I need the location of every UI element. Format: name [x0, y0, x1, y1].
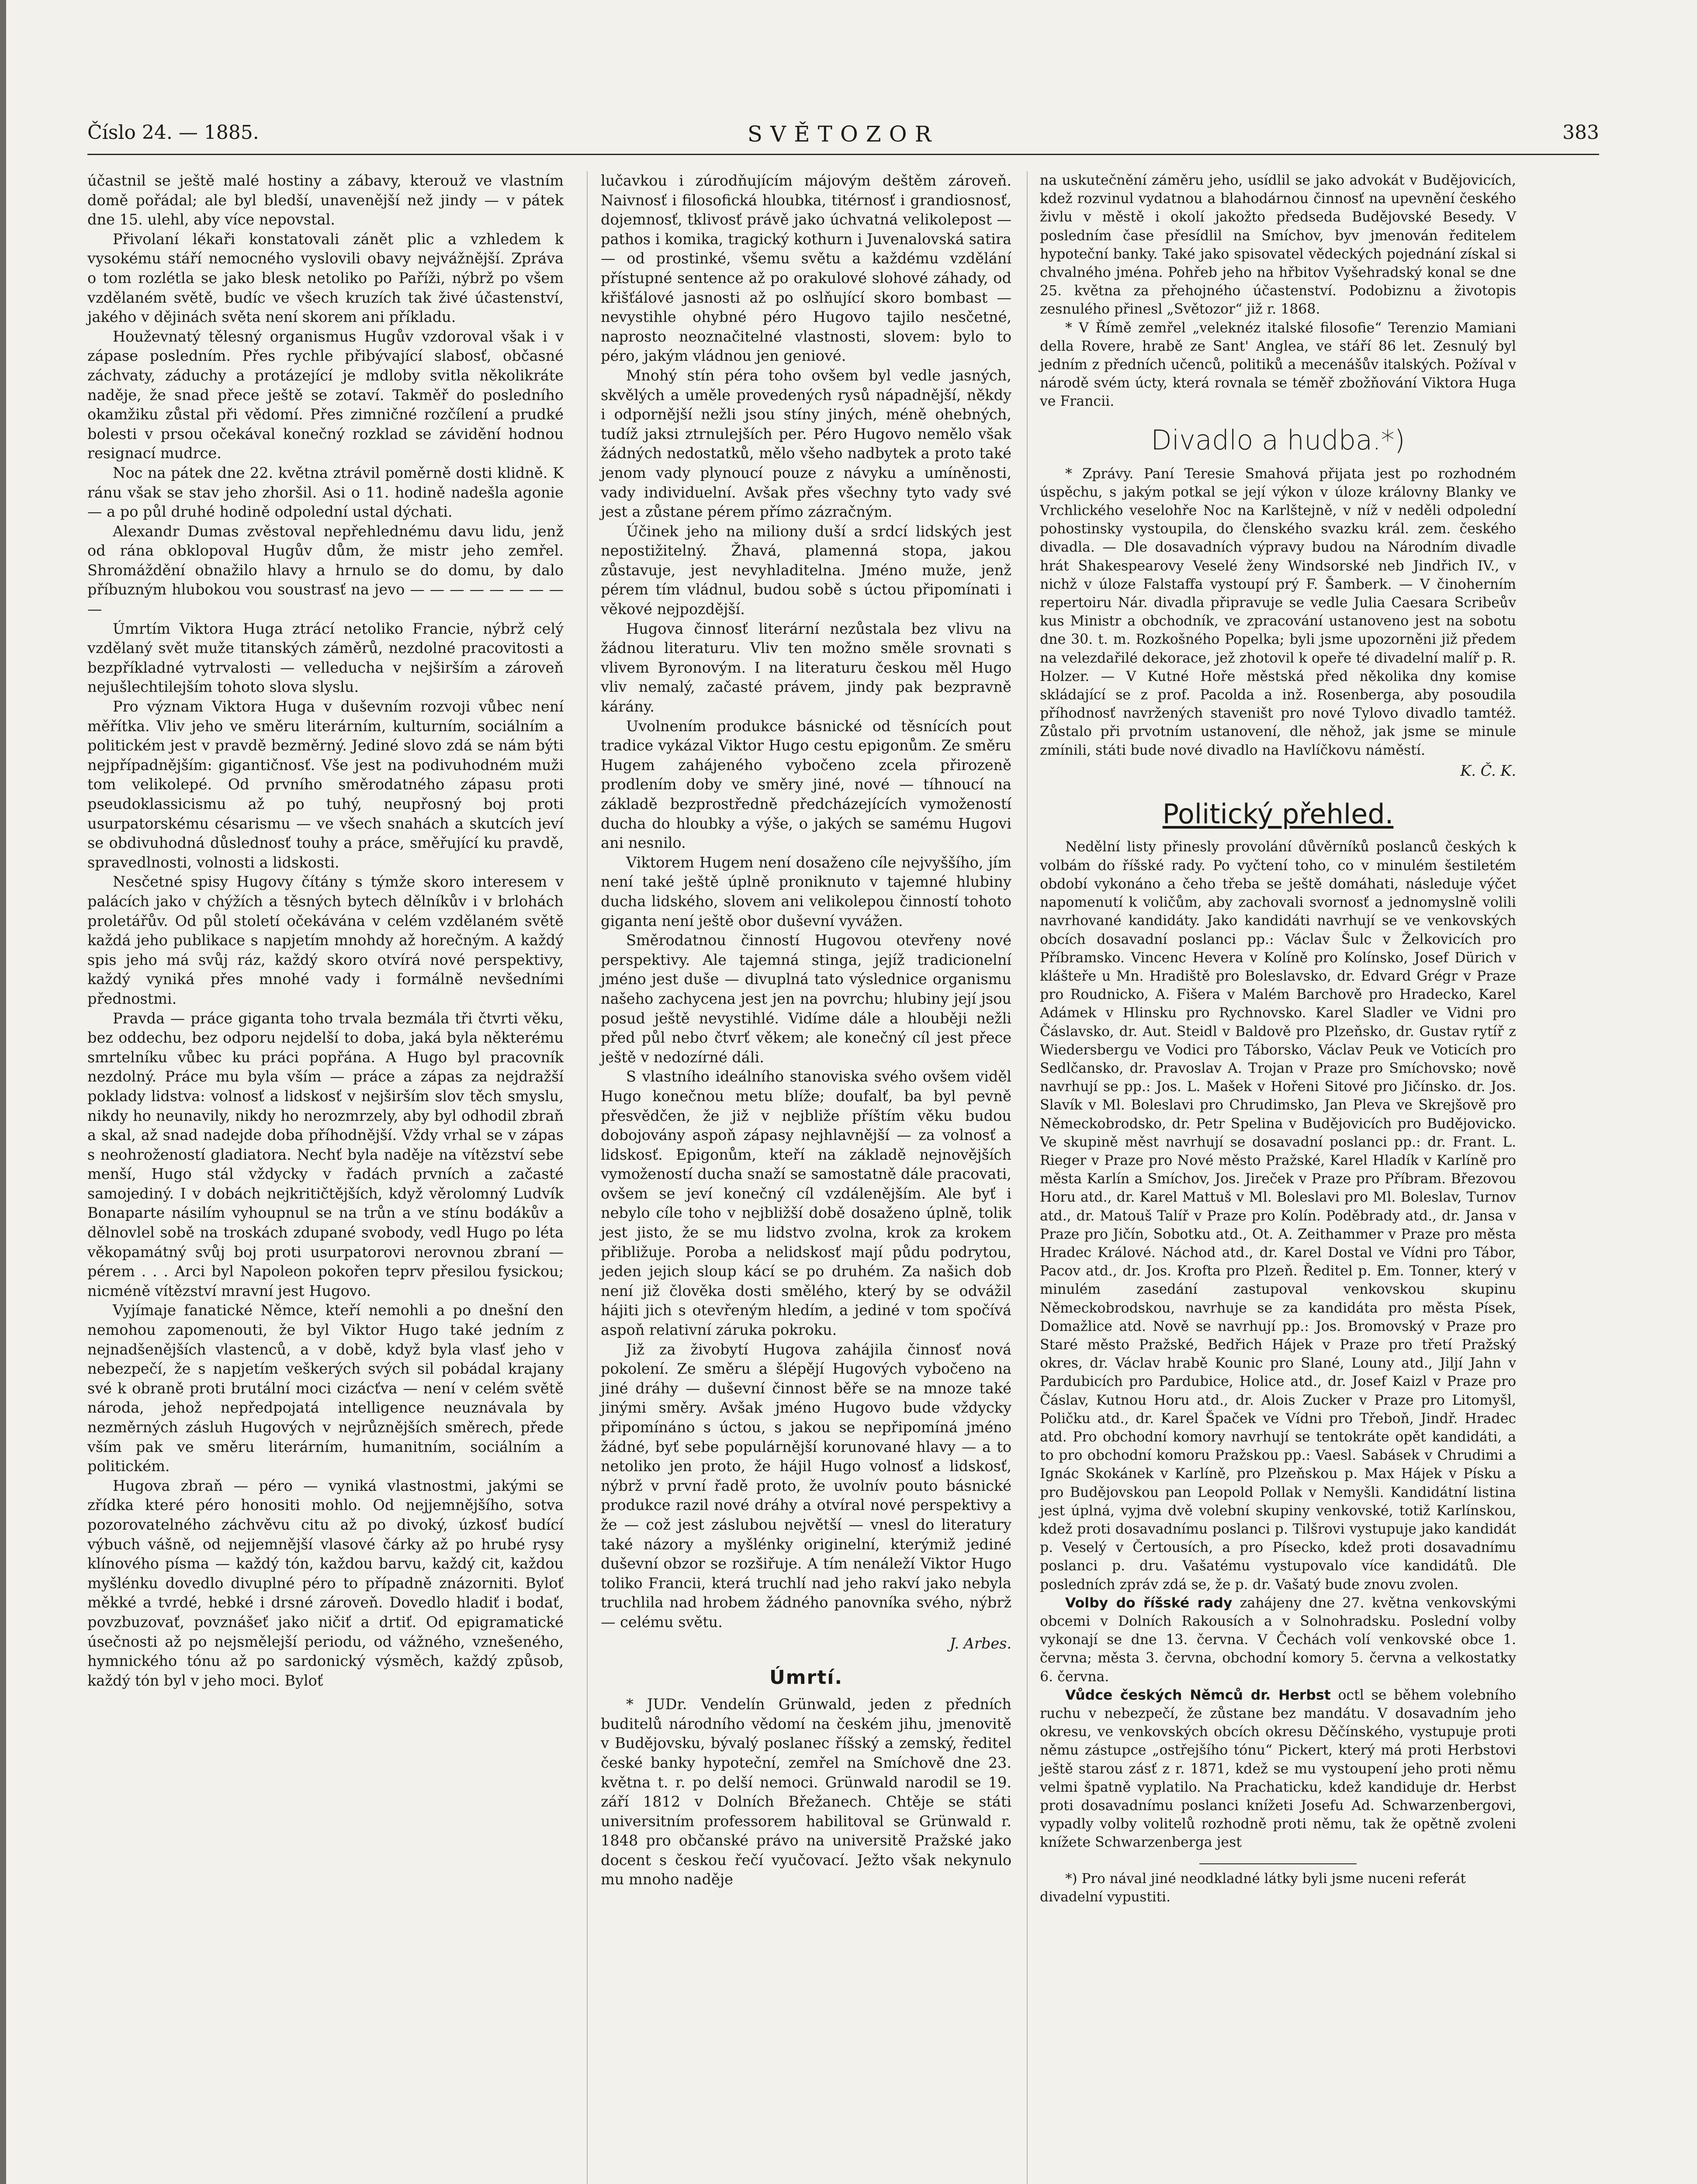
obituary-text: * JUDr. Vendelín Grünwald, jeden z předních buditelů národního vědomí na českém jihu, jmenovitě v Budějovsku, bývalý poslanec říšský a zemský, ředitel české banky hypoteční, zemřel na Smíchově dne 23. května t. r. po delší nemoci. Grünwald narodil se 19. září 1812 v Dolních Břežanech. Chtěje se státi universitním professorem habilitoval se Grünwald r. 1848 pro občanské právo na universitě Pražské jako docent s českou řečí vyučovací. Ježto však nekynulo mu mnoho naděje — [601, 1696, 1011, 1888]
author-signature: J. Arbes. — [949, 1635, 1011, 1652]
scan-edge — [0, 0, 6, 2184]
issue-number: Číslo 24. — 1885. — [87, 121, 259, 144]
column-2 — [601, 171, 1011, 1890]
politics-paragraph: Nedělní listy přinesly provolání důvěrníků poslanců českých k volbám do říšské rady. Po vyčtení toho, co v minulém šestiletém období vykonáno a čeho třeba se ještě domáhati, následuje výčet napomenutí k voličům, aby zachovali svornosť a jednomyslně volili navrhované kandidáty. Jako kandidáti navrhují se ve venkovských obcích dosavadní poslanci pp.: Václav Šulc v Želkovicích pro Příbramsko. Vincenc Hevera v Kolíně pro Kolínsko, Josef Dürich v klášteře u Mn. Hradiště pro Boleslavsko, dr. Edvard Grégr v Praze pro Roudnicko, A. Fišera v Malém Barchově pro Hradecko, Karel Adámek v Hlinsku pro Rychnovsko. Karel Sladler ve Vidni pro Čáslavsko, dr. Aut. Steidl v Baldově pro Plzeňsko, dr. Gustav rytíř z Wiedersbergu ve Vodici pro Táborsko, Václav Peuk ve Voticích pro Sedlčansko, dr. Pravoslav A. Trojan v Praze pro Smíchovsko; nově navrhují se pp.: Jos. L. Mašek v Hořeni Sitové pro Jičínsko. dr. Jos. Slavík v Ml. Boleslavi pro Chrudimsko, Jan Pleva ve Skrejšově pro Německobrodsko, dr. Petr Spelina v Budějovicích pro Budějovicko. Ve skupině měst navrhují se dosavadní poslanci pp.: dr. Frant. L. Rieger v Praze pro Nové město Pražské, Karel Hladík v Karlíně pro města Karlín a Smíchov, Jos. Jireček v Praze pro Příbram. Březovou Horu atd., dr. Karel Mattuš v Ml. Boleslavi pro Ml. Boleslav, Turnov atd., dr. Matouš Talíř v Praze pro Kolín. Poděbrady atd., dr. Jansa v Praze pro Jičín, Sobotku atd., Ot. A. Zeithammer v Praze pro města Hradec Králové. Náchod atd., dr. Karel Dostal ve Vídni pro Tábor, Pacov atd., dr. Jos. Krofta pro Plzeň. Ředitel p. Em. Tonner, který v minulém zasedání zastupoval venkovskou skupinu Německobrodskou, navrhuje se za kandidáta pro města Písek, Domažlice atd. Nově se navrhují pp.: Jos. Bromovský v Praze pro Staré město Pražské, Bedřich Hájek v Praze pro třetí Pražský okres, dr. Václav hrabě Kounic pro Slané, Louny atd., Jiljí Jahn v Pardubicích pro Pardubice, Holice atd., dr. Josef Kaizl v Praze pro Čáslav, Kutnou Horu atd., dr. Alois Zucker v Praze pro Litomyšl, Poličku atd., dr. Karel Špaček ve Vídni pro Třeboň, Jindř. Hradec atd. Pro obchodní komory navrhují se tentokráte opět kandidáti, a to pro obchodní komoru Pražskou pp.: Vaesl. Sabásek v Chrudimi a Ignác Skokánek v Karlíně, pro Plzeňskou p. Max Hájek v Písku a pro Budějovskou pan Leopold Pollak v Nemyšli. Kandidátní listina jest úplná, vyjma dvě volební skupiny venkovské, totiž Karlínskou, kdež proti dosavadnímu poslanci p. Tilšrovi vystupuje jako kandidát p. Veselý v Čertousích, a pro Písecko, kdež proti dosavadnímu poslanci p. dru. Vašatému vystupovalo více kandidátů. Dle posledních zpráv zdá se, že p. dr. Vašatý bude znovu zvolen. — [1040, 839, 1516, 1593]
paragraph: Nesčetné spisy Hugovy čítány s týmže skoro interesem v palácích jako v chýžích a těsných bytech dělníkův i v brlohách proletářův. Od půl století očekávána v celém vzdělaném světě každá jeho publikace s napjetím mnohdy až horečným. A každý spis jeho má svůj ráz, každý skoro otvírá nové perspektivy, každý vyniká přes mnohé vady i formálně nevšedními přednostmi. — [87, 873, 564, 1007]
lead-term: Volby do říšské rady — [1065, 1595, 1233, 1611]
theatre-news: * Zprávy. Paní Teresie Smahová přijata jest po rozhodném úspěchu, s jakým potkal se její výkon v úloze královny Blanky ve Vrchlického veselohře Noc na Karlštejně, v níž v neděli odpolední pohostinsky vystoupila, do členského svazku král. zem. českého divadla. — Dle dosavadních výpravy budou na Národním divadle hrát Shakespearovy Veselé ženy Windsorské neb Jindřich IV., v nichž v úloze Falstaffa vystoupí prý F. Šamberk. — V činoherním repertoiru Nár. divadla připravuje se vedle Julia Caesara Scribeův kus Ministr a obchodník, ve zpracování ustanoveno jest na sobotu dne 30. t. m. Rozkošného Popelka; byli jsme upozorněni již předem na velezdařilé dekorace, jež zhotovil k opeře té divadelní malíř p. R. Holzer. — V Kutné Hoře městská před několika dny komise skládající se z prof. Pacolda a inž. Rosenberga, aby posoudila příhodnosť navržených staveništ pro nové Tylovo divadlo tamtéž. Zůstalo při prvotním ustanovení, dle něhož, jak jsme se minule zmínili, státi bude nové divadlo na Havlíčkovu náměstí. — [1040, 466, 1516, 758]
column-1 — [87, 171, 564, 1690]
column-3 — [1040, 171, 1516, 1906]
footnote-rule — [1199, 1863, 1357, 1864]
header-rule — [87, 154, 1599, 155]
paragraph: Úmrtím Viktora Huga ztrácí netoliko Francie, nýbrž celý vzdělaný svět muže titanských záměrů, nezdolné pracovitosti a bezpříkladné vytrvalosti — velleducha v nejširším a zároveň nejušlechtilejším tohoto slova slyslu. — [87, 620, 564, 696]
column-divider — [587, 171, 588, 2184]
page-header — [87, 121, 1599, 152]
paragraph: Houževnatý tělesný organismus Hugův vzdoroval však i v zápase posledním. Přes rychle přibývající slabosť, občasné záchvaty, záduchy a protázející je mdloby svitla několikráte naděje, že snad přece ještě se zotaví. Takměř do posledního okamžiku zůstal při vědomí. Přes zimničné rozčílení a prudké bolesti v prsou očekával konečný rozklad se závidění hodnou resignací mudrce. — [87, 328, 564, 462]
politics-paragraph: Volby do říšské rady zahájeny dne 27. května venkovskými obcemi v Dolních Rakousích a v Solnohradsku. Poslední volby vykonají se dne 13. června. V Čechách volí venkovské obce 1. června; města 3. června, obchodní komory 5. června a velkostatky 6. června. — [1040, 1595, 1516, 1685]
footnote: *) Pro nával jiné neodkladné látky byli jsme nuceni referát divadelní vypustiti. — [1040, 1870, 1466, 1905]
column-divider — [1027, 171, 1028, 2184]
paragraph: Pro význam Viktora Huga v duševním rozvoji vůbec není měřítka. Vliv jeho ve směru literárním, kulturním, sociálním a politickém jest v pravdě bezměrný. Jediné slovo zdá se nám býti nejpřípadnějším: gigantičnosť. Vše jest na podivuhodném muži tom velikolepé. Od prvního směrodatného zápasu proti pseudoklassicismu až po tuhý, neupřosný boj proti usurpatorskému césarismu — ve všech snahách a skutcích jeví se obdivuhodná důslednosť touhy a práce, směřující ku pravdě, spravedlnosti, volnosti a lidskosti. — [87, 698, 564, 871]
paragraph: Vyjímaje fanatické Němce, kteří nemohli a po dnešní den nemohou zapomenouti, že byl Viktor Hugo také jedním z nejnadšenějších vlastenců, a v době, když byla vlasť jeho v nebezpečí, že s napjetím veškerých svých sil pobádal krajany své k obraně proti brutální moci cizácťva — není v celém světě národa, jehož nepředpojatá intelligence neuznávala by nezměrných zásluh Hugových v nejrůznějších směrech, přede vším pak ve směru literárním, humanitním, sociálním a politickém. — [87, 1302, 564, 1475]
section-heading-politicky: Politický přehled. — [1162, 798, 1394, 830]
paragraph: účastnil se ještě malé hostiny a zábavy, kterouž ve vlastním domě pořádal; ale byl bledší, unavenější než jindy — v pátek dne 15. ulehl, aby více nepovstal. — [87, 172, 564, 228]
paragraph: S vlastního ideálního stanoviska svého ovšem viděl Hugo konečnou metu blíže; doufalť, ba byl pevně přesvědčen, že již v nejbliže příštím věku budou dobojovány aspoň zápasy nejhlavnější — za volnosť a lidskosť. Epigonům, kteří na základě nejnovějších vymožeností ducha snaží se samostatně dále pracovati, ovšem se jeví konečný cíl vzdálenějším. Ale byť i nebylo cíle toho v nejbližší době dosaženo úplně, tolik jest jisto, že se mu lidstvo zvolna, krok za krokem přibližuje. Poroba a nelidskosť mají půdu podrytou, jeden jejich sloup kácí se po druhém. Za našich dob není již člověka dosti smělého, který by se odvážil hájiti jich s otevřeným hledím, a jediné v tom spočívá aspoň relativní záruka pokroku. — [601, 1068, 1011, 1339]
journal-title: SVĚTOZOR — [747, 121, 939, 147]
paragraph: Noc na pátek dne 22. května ztrávil poměrně dosti klidně. K ránu však se stav jeho zhoršil. Asi o 11. hodině nadešla agonie — a po půl druhé hodině odpolední ustal dýchati. — [87, 464, 564, 521]
paragraph: Mnohý stín péra toho ovšem byl vedle jasných, skvělých a uměle provedených rysů nápadnější, někdy i odpornější nežli jsou stíny jiných, méně ohebných, tudíž jaksi ztrnulejších per. Péro Hugovo nemělo však žádných nedostatků, mělo všeho nadbytek a proto také jenom vady plynoucí pouze z návyku a umíněnosti, vady individuelní. Avšak přes všechny tyto vady své jest a zůstane pérem přímo zázračným. — [601, 366, 1011, 521]
paragraph: Přivolaní lékaři konstatovali zánět plic a vzhledem k vysokému stáří nemocného vyslovili obavy nejvážnější. Zpráva o tom rozlétla se jako blesk netoliko po Paříži, nýbrž po všem vzdělaném světě, budíc ve všech kruzích tak živé účastenství, jakého v dějinách světa není skorem ani příkladu. — [87, 230, 564, 326]
paragraph: Směrodatnou činností Hugovou otevřeny nové perspektivy. Ale tajemná stinga, jejíž tradicionelní jméno jest duše — divuplná tato výslednice organismu našeho zachycena jest jen na povrchu; hlubiny její jsou posud ještě nevystihlé. Vidíme dále a hlouběji nežli před půl nebo čtvrť věkem; ale konečný cíl jest přece ještě v nedozírné dáli. — [601, 932, 1011, 1066]
politics-paragraph: Vůdce českých Němců dr. Herbst octl se během volebního ruchu v nebezpečí, že zůstane bez mandátu. V dosavadním jeho okresu, ve venkovských obcích okresu Děčínského, vystupuje proti němu zástupce „ostřejšího tónu“ Pickert, který má proti Herbstovi ještě starou zásť z r. 1871, kdež se mu vystoupení jeho proti němu velmi špatně vyplatilo. Na Prachaticku, kdež kandiduje dr. Herbst proti dosavadnímu poslanci knížeti Josefu Ad. Schwarzenbergovi, vypadly volby volitelů rozhodně proti němu, tak že opětně zvoleni knížete Schwarzenberga jest — [1040, 1687, 1516, 1851]
paragraph: Hugova zbraň — péro — vyniká vlastnostmi, jakými se zřídka které péro honositi mohlo. Od nejjemnějšího, sotva pozorovatelného záchvěvu citu až po divoký, úzkosť budící výbuch vášně, od nejjemnější vlasové čárky až po hrubé rysy klínového písma — každý tón, každou barvu, každý cit, každou myšlénku dovedlo divuplné péro to případně znázorniti. Byloť měkké a tvrdé, hebké i drsné zároveň. Dovedlo hladiť i bodať, povzbuzovať, povznášeť jako ničiť a drtiť. Od epigramatické úsečnosti až po nejsmělejší periodu, od vážného, vznešeného, hymnického tónu až po sardonický výsměch, každý způsob, každý tón byl v jeho moci. Byloť — [87, 1477, 564, 1689]
paragraph: Účinek jeho na miliony duší a srdcí lidských jest nepostižitelný. Žhavá, plamenná stopa, jakou zůstavuje, jest nevyhladitelna. Jméno muže, jenž pérem tím vládnul, budou sobě s úctou připomínati i věkové nejpozdější. — [601, 522, 1011, 618]
paragraph: Již za živobytí Hugova zahájila činnosť nová pokolení. Ze směru a šlépějí Hugových vybočeno na jiné dráhy — duševní činnost běře se na mnoze také jinými směry. Avšak jméno Hugovo bude vždycky připomínáno s úctou, s jakou se nepřipomíná jméno žádné, byť sebe populárnější korunované hlavy — a to netoliko jen proto, že hájil Hugo volnosť a lidskosť, nýbrž v první řadě proto, že uvolnív pouto básnické produkce razil nové dráhy a otvíral nové perspektivy a že — což jest záslubou největší — vnesl do literatury také názory a myšlénky originelní, kterýmiž jediné duševní obzor se rozšiřuje. A tím nenáleží Viktor Hugo toliko Francii, která truchlí nad jeho rakví jako nebyla truchlila nad hrobem žádného panovníka svého, nýbrž — celému světu. — [601, 1341, 1011, 1631]
section-heading-divadlo: Divadlo a hudba.*) — [1151, 424, 1405, 456]
paragraph: Uvolnením produkce básnické od těsnících pout tradice vykázal Viktor Hugo cestu epigonům. Ze směru Hugem zahájeného vybočeno zcela přirozeně prodlením doby ve směry jiné, nové — tíhnoucí na základě bezprostředně předcházejících vymožeností ducha do hloubky a výše, o jakých se samému Hugovi ani nesnilo. — [601, 717, 1011, 852]
page-number: 383 — [1562, 121, 1599, 144]
lead-term: Vůdce českých Němců dr. Herbst — [1065, 1687, 1331, 1703]
paragraph: na uskutečnění záměru jeho, usídlil se jako advokát v Budějovicích, kdež rozvinul vydatnou a blahodárnou činnosť na upevnění českého živlu v městě i okolí jakožto předseda Budějovské Besedy. V posledním čase přesídlil na Smíchov, byv jmenován ředitelem hypoteční banky. Také jako spisovatel vědeckých pojednání získal si chvalného jména. Pohřeb jeho na hřbitov Vyšehradský konal se dne 25. května za přehojného účastenství. Podobiznu a životopis zesnulého přinesl „Světozor“ již r. 1868. — [1040, 173, 1516, 318]
paragraph: * V Římě zemřel „veleknéz italské filosofie“ Terenzio Mamiani della Rovere, hrabě ze Sant' Anglea, ve stáří 86 let. Zesnulý byl jedním z předních učenců, politiků a mecenášův italských. Požíval v národě svém úcty, která rovnala se téměř zbožňování Viktora Huga ve Francii. — [1040, 320, 1516, 410]
paragraph: Alexandr Dumas zvěstoval nepřehlednému davu lidu, jenž od rána obklopoval Hugův dům, že mistr jeho zemřel. Shromáždění obnažilo hlavy a hrnulo se do domu, by dalo příbuzným hlubokou vou soustrasť na jevo — — — — — — — — — — [87, 522, 564, 618]
paragraph: Viktorem Hugem není dosaženo cíle nejvyššího, jím není také ještě úplně proniknuto v tajemné hlubiny ducha lidského, slovem ani velikolepou činností tohoto giganta není ještě obor duševní vyvážen. — [601, 854, 1011, 930]
paragraph: Pravda — práce giganta toho trvala bezmála tři čtvrti věku, bez oddechu, bez odporu nejdelší to doba, jaká byla některému smrtelníku vůbec ku práci popřána. A Hugo byl pracovník nezdolný. Práce mu byla vším — práce a zápas za nejdražší poklady lidstva: volnosť a lidskosť v nejširším slov těch smyslu, nikdy ho neunavily, nikdy ho nerozmrzely, aby byl odhodil zbraň a skal, až snad nadejde doba příhodnější. Vždy vrhal se v zápas s neohrožeností gladiatora. Nechť byla naděje na vítězství sebe menší, Hugo stál vždycky v řadách prvních a začasté samojediný. I v dobách nejkritičtějších, když věrolomný Ludvík Bonaparte násilím vyhoupnul se na trůn a ve stínu bodákův a dělnovlel sobě na troskách zdupané svobody, vedl Hugo po léta věkopamátný svůj boj proti usurpatorovi nerovnou zbraní — pérem . . . Arci byl Napoleon pokořen teprv přesilou fysickou; nicméně vítězství mravní jest Hugovo. — [87, 1009, 564, 1299]
theatre-signature: K. Č. K. — [1460, 762, 1516, 779]
paragraph: lučavkou i zúrodňujícím májovým deštěm zároveň. Naivnosť i filosofická hloubka, titérnosť i grandiosnosť, dojemnosť, tklivosť právě jako úchvatná velikolepost — pathos i komika, tragický kothurn i Juvenalovská satira — od prostinké, všemu světu a každému vzdělání přístupné sentence až po orakulové slohové záhady, od křišťálové jasnosti až po oslňující skoro bombast — nevystihle ohybné péro Hugovo tajilo nesčetné, naprosto neoznačitelné vlastnosti, slovem: bylo to péro, jakým vládnou jen geniové. — [601, 172, 1011, 365]
section-heading-umrti: Úmrtí. — [769, 1666, 843, 1689]
paragraph: Hugova činnosť literární nezůstala bez vlivu na žádnou literaturu. Vliv ten možno směle srovnati s vlivem Byronovým. I na literaturu českou měl Hugo vliv nemalý, začasté právem, jindy pak bezpravně kárány. — [601, 620, 1011, 715]
